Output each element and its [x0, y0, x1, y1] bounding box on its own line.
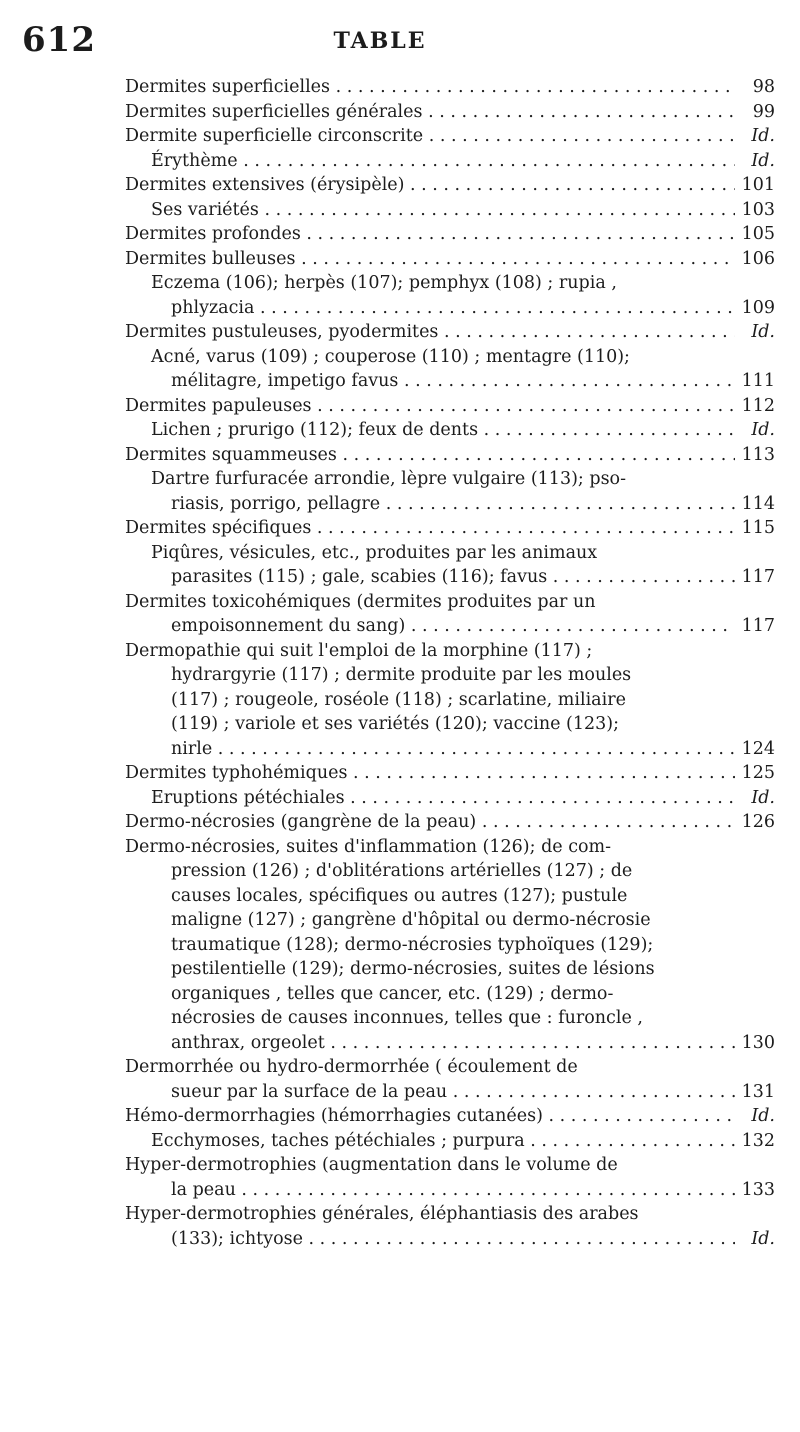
toc-entry: Dermo-nécrosies, suites d'inflammation (126); de com-: [125, 836, 612, 857]
toc-entry-page: 101: [735, 173, 775, 198]
toc-entry-text: Dermite superficielle circonscrite . . .: [125, 124, 775, 149]
toc-entry: Acné, varus (109) ; couperose (110) ; mentagre (110);: [151, 346, 630, 367]
toc-entry: (117) ; rougeole, roséole (118) ; scarlatine, miliaire: [171, 689, 626, 710]
toc-entry-text: nirle . . .: [171, 737, 775, 762]
toc-entry-page: 111: [735, 369, 775, 394]
toc-entry: [125, 516, 775, 541]
toc-entry: [125, 100, 775, 125]
toc-entry-page: 133: [735, 1178, 775, 1203]
toc-entry: [125, 443, 775, 468]
toc-entry: [125, 222, 775, 247]
toc-entry-page: 114: [735, 492, 775, 517]
toc-entry: Dermopathie qui suit l'emploi de la morphine (117) ;: [125, 640, 593, 661]
toc-entry-page: 126: [735, 810, 775, 835]
toc-entry-text: Érythème . . .: [151, 149, 775, 174]
toc-entry-text: Dermites profondes . . .: [125, 222, 775, 247]
toc-entry-text: Eruptions pétéchiales . . .: [151, 786, 775, 811]
toc-entry-text: Hémo-dermorrhagies (hémorrhagies cutanées) . . .: [125, 1104, 775, 1129]
toc-entry-page: Id.: [735, 149, 775, 174]
toc-entry-text: la peau . . .: [171, 1178, 775, 1203]
page-header: [0, 20, 800, 60]
toc-entry-page: 112: [735, 394, 775, 419]
toc-entry: Hyper-dermotrophies générales, éléphantiasis des arabes: [125, 1204, 639, 1224]
toc-entry-page: 98: [735, 75, 775, 100]
toc-entry: [125, 786, 775, 811]
toc-entry-page: 109: [735, 296, 775, 321]
toc-entry: pression (126) ; d'oblitérations artérielles (127) ; de: [171, 861, 633, 881]
toc-entry-page: Id.: [735, 1227, 775, 1252]
toc-entry-text: empoisonnement du sang) . . .: [171, 614, 775, 639]
toc-entry-text: parasites (115) ; gale, scabies (116); favus . . .: [171, 565, 775, 590]
toc-entry: [125, 1227, 775, 1252]
toc-entry-page: 103: [735, 198, 775, 223]
toc-entry: [125, 1031, 775, 1056]
toc-entry-text: Ecchymoses, taches pétéchiales ; purpura . . .: [151, 1129, 775, 1154]
toc-entry-page: 132: [735, 1129, 775, 1154]
toc-entry: [125, 1080, 775, 1105]
toc-entry-text: phlyzacia . . .: [171, 296, 775, 321]
toc-entry-page: 99: [735, 100, 775, 125]
toc-entry: [125, 173, 775, 198]
toc-entry: nécrosies de causes inconnues, telles que : furoncle ,: [171, 1008, 643, 1028]
toc-entry-page: Id.: [735, 786, 775, 811]
toc-entry: [125, 149, 775, 174]
toc-entry-text: mélitagre, impetigo favus . . .: [171, 369, 775, 394]
toc-entry: [125, 369, 775, 394]
toc-entry-text: riasis, porrigo, pellagre . . .: [171, 492, 775, 517]
toc-entry-text: (133); ichtyose . . .: [171, 1227, 775, 1252]
toc-entry: [125, 296, 775, 321]
toc-entry-text: Dermites bulleuses . . .: [125, 247, 775, 272]
toc-entry: Dermites toxicohémiques (dermites produites par un: [125, 591, 596, 612]
toc-entry-page: 113: [735, 443, 775, 468]
toc-entry-page: 131: [735, 1080, 775, 1105]
toc-entry-text: Dermites squammeuses . . .: [125, 443, 775, 468]
toc-entry: [125, 394, 775, 419]
toc-entry: organiques , telles que cancer, etc. (129) ; dermo-: [171, 983, 614, 1004]
toc-entry-page: 115: [735, 516, 775, 541]
toc-entry-text: Dermites superficielles générales . . .: [125, 100, 775, 125]
toc-entry: pestilentielle (129); dermo-nécrosies, suites de lésions: [171, 959, 655, 979]
running-title: TABLE: [333, 28, 427, 54]
toc-entry-text: sueur par la surface de la peau . . .: [171, 1080, 775, 1105]
toc-entry: Piqûres, vésicules, etc., produites par les animaux: [151, 542, 598, 563]
toc-entry-page: 125: [735, 761, 775, 786]
toc-entry-page: 105: [735, 222, 775, 247]
toc-entry-text: Lichen ; prurigo (112); feux de dents . . .: [151, 418, 775, 443]
toc-entry-page: Id.: [735, 320, 775, 345]
toc-entry-text: Dermites superficielles . . .: [125, 75, 775, 100]
toc-entry: hydrargyrie (117) ; dermite produite par les moules: [171, 665, 632, 685]
toc-entry: maligne (127) ; gangrène d'hôpital ou dermo-nécrosie: [171, 910, 651, 930]
toc-entry: [125, 810, 775, 835]
toc-entry: (119) ; variole et ses variétés (120); vaccine (123);: [171, 714, 619, 734]
toc-entry: [125, 1104, 775, 1129]
toc-entry: [125, 320, 775, 345]
toc-entry: [125, 565, 775, 590]
toc-entry-text: Dermites papuleuses . . .: [125, 394, 775, 419]
toc-entry-page: 124: [735, 737, 775, 762]
toc-entry-page: Id.: [735, 418, 775, 443]
toc-entry-text: Dermites pustuleuses, pyodermites . . .: [125, 320, 775, 345]
toc-entry-page: 117: [735, 565, 775, 590]
toc-entry: [125, 198, 775, 223]
toc-entry: [125, 737, 775, 762]
toc-entry: [125, 75, 775, 100]
toc-entry-page: 117: [735, 614, 775, 639]
toc-entry-text: Dermites extensives (érysipèle) . . .: [125, 173, 775, 198]
toc-entry: [125, 614, 775, 639]
toc-entry: [125, 761, 775, 786]
toc-entry-page: 130: [735, 1031, 775, 1056]
toc-entry-text: Dermites typhohémiques . . .: [125, 761, 775, 786]
toc-entry-page: 106: [735, 247, 775, 272]
toc-entry: Hyper-dermotrophies (augmentation dans le volume de: [125, 1155, 618, 1175]
toc-entry: Eczema (106); herpès (107); pemphyx (108) ; rupia ,: [151, 273, 617, 293]
toc-entry: traumatique (128); dermo-nécrosies typhoïques (129);: [171, 934, 654, 955]
toc-entry: [125, 247, 775, 272]
toc-entry: causes locales, spécifiques ou autres (127); pustule: [171, 885, 628, 906]
toc-entry-text: anthrax, orgeolet . . .: [171, 1031, 775, 1056]
toc-entry: [125, 124, 775, 149]
toc-entry: [125, 1178, 775, 1203]
toc-entry-text: Dermites spécifiques . . .: [125, 516, 775, 541]
page-number: 612: [22, 20, 96, 60]
toc-entry-page: Id.: [735, 1104, 775, 1129]
toc-entry-text: Ses variétés . . .: [151, 198, 775, 223]
toc-entry: [125, 492, 775, 517]
toc-entry: [125, 418, 775, 443]
toc-entry-text: Dermo-nécrosies (gangrène de la peau) . . .: [125, 810, 775, 835]
toc-entry: Dermorrhée ou hydro-dermorrhée ( écoulement de: [125, 1057, 578, 1077]
table-of-contents: [125, 75, 775, 1251]
toc-entry-page: Id.: [735, 124, 775, 149]
toc-entry: [125, 1129, 775, 1154]
toc-entry: Dartre furfuracée arrondie, lèpre vulgaire (113); pso-: [151, 469, 626, 489]
